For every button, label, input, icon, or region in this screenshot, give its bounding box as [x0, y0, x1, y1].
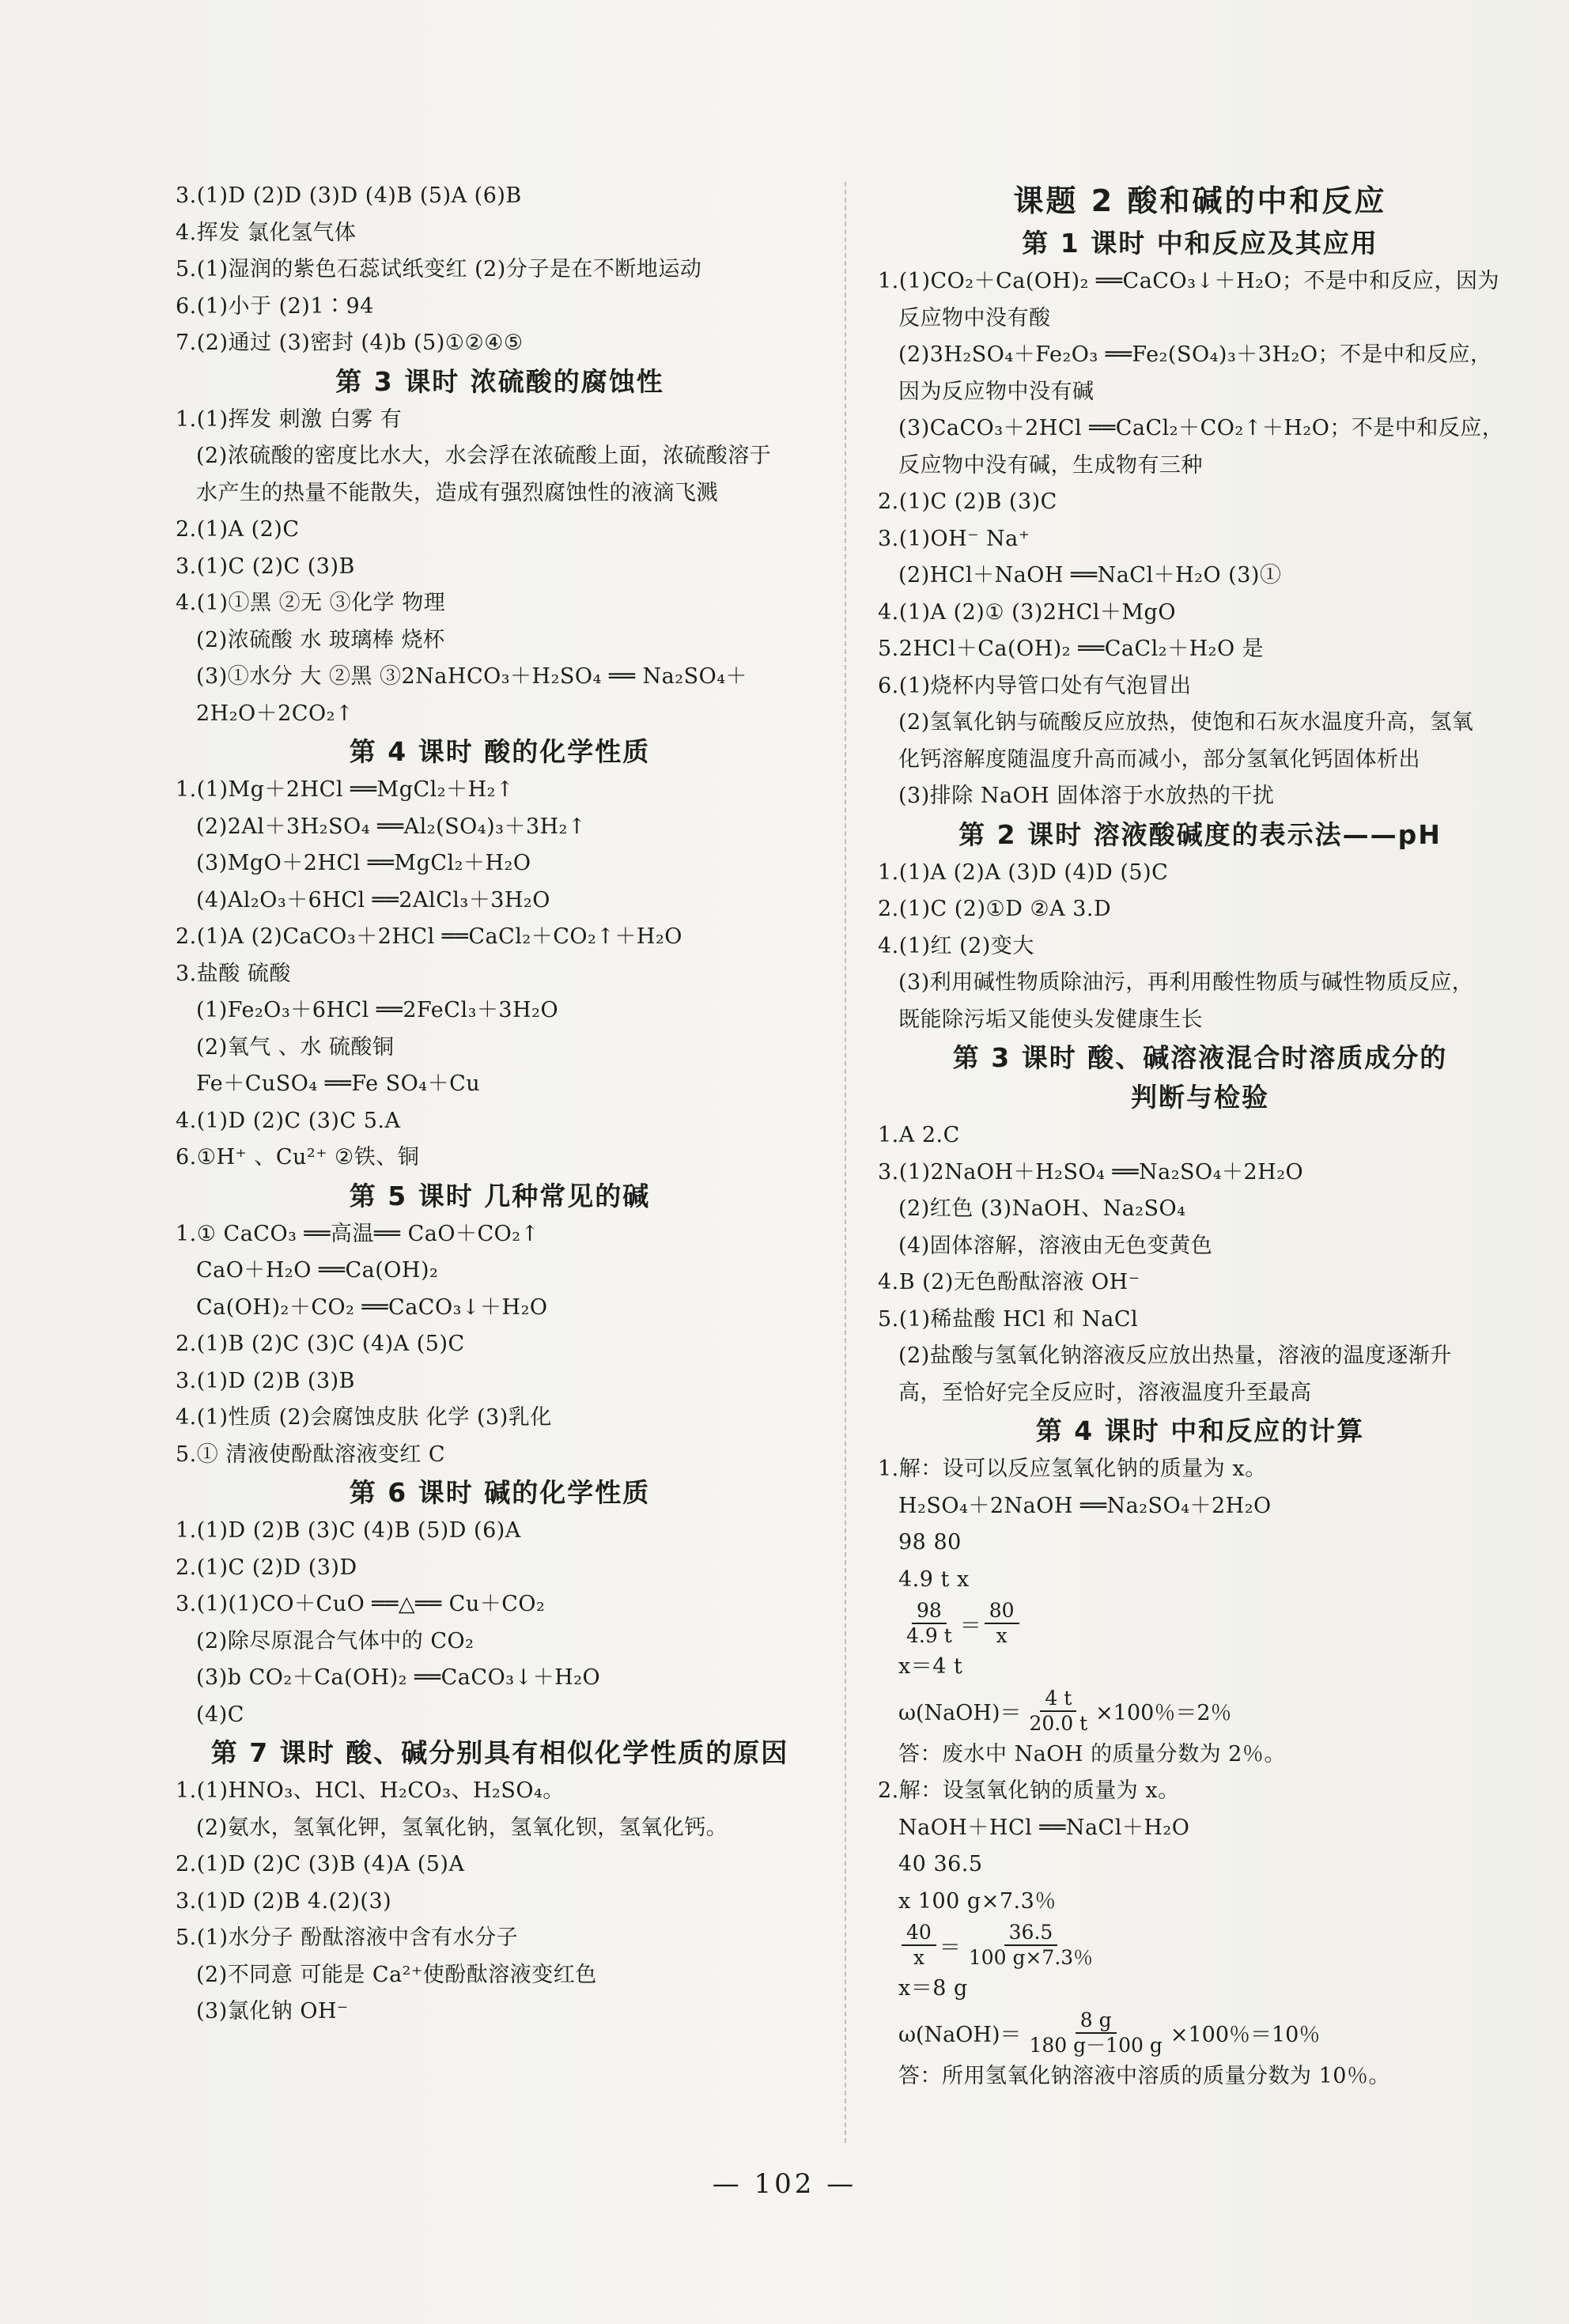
answer-line: 4.9 t x: [898, 1566, 970, 1592]
answer-line: 水产生的热量不能散失，造成有强烈腐蚀性的液滴飞溅: [196, 480, 718, 505]
answer-line: Fe＋CuSO₄ ══Fe SO₄＋Cu: [196, 1071, 481, 1096]
fraction: [1025, 2008, 1167, 2058]
fraction-equation: [878, 1598, 1522, 1649]
lesson-heading: 第 7 课时 酸、碱分别具有相似化学性质的原因: [210, 1737, 789, 1768]
answer-line: 3.(1)2NaOH＋H₂SO₄ ══Na₂SO₄＋2H₂O: [878, 1159, 1304, 1185]
answer-line: 4.(1)D (2)C (3)C 5.A: [176, 1108, 401, 1133]
answer-line: 5.(1)水分子 酚酞溶液中含有水分子: [176, 1925, 519, 1950]
equation-operator: ＝: [959, 1613, 981, 1638]
answer-line: 2.(1)B (2)C (3)C (4)A (5)C: [176, 1332, 465, 1356]
answer-line: x 100 g×7.3％: [898, 1888, 1057, 1914]
lesson-heading: 第 6 课时 碱的化学性质: [349, 1477, 651, 1508]
answer-line: (3)CaCO₃＋2HCl ══CaCl₂＋CO₂↑＋H₂O；不是中和反应，: [898, 416, 1504, 440]
fraction-equation: [878, 2008, 1522, 2058]
answer-line: (3)①水分 大 ②黑 ③2NaHCO₃＋H₂SO₄ ══ Na₂SO₄＋: [196, 664, 748, 689]
answer-line: 4.挥发 氯化氢气体: [176, 220, 357, 245]
answer-line: (4)Al₂O₃＋6HCl ══2AlCl₃＋3H₂O: [196, 887, 550, 913]
answer-line: 答：所用氢氧化钠溶液中溶质的质量分数为 10％。: [898, 2063, 1390, 2088]
answer-line: (4)固体溶解，溶液由无色变黄色: [898, 1233, 1213, 1258]
equation-operator: ×100％＝10％: [1170, 2023, 1321, 2047]
equation-operator: ＝: [939, 1935, 961, 1960]
answer-line: (2)氢氧化钠与硫酸反应放热，使饱和石灰水温度升高，氢氧: [898, 710, 1474, 735]
column-divider: [845, 182, 846, 2143]
answer-line: (1)Fe₂O₃＋6HCl ══2FeCl₃＋3H₂O: [196, 998, 559, 1022]
fraction-numerator: 36.5: [1004, 1921, 1058, 1946]
answer-line: 2.(1)C (2)①D ②A 3.D: [878, 897, 1112, 921]
answer-line: 3.盐酸 硫酸: [176, 961, 291, 986]
fraction: [1025, 1687, 1093, 1736]
right-answer-column: [878, 178, 1522, 2095]
answer-line: 5.① 清液使酚酞溶液变红 C: [176, 1442, 446, 1467]
fraction: [964, 1921, 1098, 1970]
answer-line: 40 36.5: [898, 1852, 983, 1876]
answer-line: 2.(1)A (2)C: [176, 517, 300, 542]
answer-line: (2)盐酸与氢氧化钠溶液反应放出热量，溶液的温度逐渐升: [898, 1343, 1452, 1368]
answer-line: (2)不同意 可能是 Ca²⁺使酚酞溶液变红色: [196, 1962, 597, 1987]
answer-line: 2.解：设氢氧化钠的质量为 x。: [878, 1778, 1180, 1803]
lesson-heading: 判断与检验: [1131, 1082, 1269, 1113]
fraction: [902, 1599, 957, 1648]
answer-line: (3)氯化钠 OH⁻: [196, 1999, 349, 2024]
answer-line: 7.(2)通过 (3)密封 (4)b (5)①②④⑤: [176, 331, 524, 355]
answer-line: 3.(1)C (2)C (3)B: [176, 554, 355, 579]
answer-line: x＝8 g: [898, 1976, 968, 2001]
lesson-heading: 第 4 课时 中和反应的计算: [1035, 1415, 1365, 1446]
answer-line: 1.① CaCO₃ ══高温══ CaO＋CO₂↑: [176, 1221, 539, 1246]
answer-line: 答：废水中 NaOH 的质量分数为 2％。: [898, 1741, 1286, 1767]
fraction-numerator: 8 g: [1076, 2008, 1117, 2034]
fraction: [902, 1921, 936, 1970]
answer-line: 3.(1)D (2)B 4.(2)(3): [176, 1888, 392, 1914]
fraction: [985, 1599, 1019, 1648]
answer-line: 因为反应物中没有碱: [898, 379, 1095, 404]
fraction-denominator: x: [913, 1946, 924, 1969]
answer-line: (2)红色 (3)NaOH、Na₂SO₄: [898, 1196, 1186, 1221]
fraction-numerator: 40: [902, 1921, 936, 1946]
answer-line: (3)MgO＋2HCl ══MgCl₂＋H₂O: [196, 851, 531, 875]
answer-line: Ca(OH)₂＋CO₂ ══CaCO₃↓＋H₂O: [196, 1294, 548, 1320]
answer-line: 5.2HCl＋Ca(OH)₂ ══CaCl₂＋H₂O 是: [878, 637, 1265, 661]
answer-line: 1.(1)CO₂＋Ca(OH)₂ ══CaCO₃↓＋H₂O；不是中和反应，因为: [878, 269, 1500, 293]
answer-line: 6.①H⁺ 、Cu²⁺ ②铁、铜: [176, 1145, 420, 1170]
answer-line: x＝4 t: [898, 1654, 963, 1679]
answer-line: (2)氨水，氢氧化钾，氢氧化钠，氢氧化钡，氢氧化钙。: [196, 1815, 728, 1840]
answer-line: (3)排除 NaOH 固体溶于水放热的干扰: [898, 784, 1275, 808]
answer-line: (2)浓硫酸 水 玻璃棒 烧杯: [196, 627, 445, 652]
answer-line: 5.(1)湿润的紫色石蕊试纸变红 (2)分子是在不断地运动: [176, 257, 702, 282]
fraction-numerator: 4 t: [1040, 1687, 1076, 1712]
answer-line: 3.(1)(1)CO＋CuO ══△══ Cu＋CO₂: [176, 1592, 546, 1616]
answer-line: 反应物中没有碱，生成物有三种: [898, 452, 1203, 478]
answer-line: 3.(1)OH⁻ Na⁺: [878, 526, 1030, 551]
answer-line: 4.(1)①黑 ②无 ③化学 物理: [176, 591, 446, 615]
answer-line: (2)浓硫酸的密度比水大，水会浮在浓硫酸上面，浓硫酸溶于: [196, 444, 772, 468]
lesson-heading: 第 3 课时 浓硫酸的腐蚀性: [335, 365, 664, 397]
fraction-denominator: 180 g－100 g: [1029, 2033, 1163, 2057]
answer-line: 3.(1)D (2)B (3)B: [176, 1368, 355, 1393]
fraction-equation: [878, 1686, 1522, 1736]
answer-line: 1.(1)HNO₃、HCl、H₂CO₃、H₂SO₄。: [176, 1778, 565, 1803]
equation-prefix: ω(NaOH)＝: [898, 1701, 1022, 1725]
answer-line: 98 80: [898, 1530, 962, 1555]
answer-line: 2.(1)D (2)C (3)B (4)A (5)A: [176, 1852, 465, 1876]
answer-line: 既能除污垢又能使头发健康生长: [898, 1007, 1203, 1032]
answer-line: 4.(1)红 (2)变大: [878, 933, 1034, 958]
answer-line: NaOH＋HCl ══NaCl＋H₂O: [898, 1815, 1190, 1840]
answer-line: 4.(1)A (2)① (3)2HCl＋MgO: [878, 599, 1176, 625]
fraction-denominator: 20.0 t: [1029, 1711, 1088, 1735]
answer-line: 2.(1)C (2)B (3)C: [878, 489, 1057, 514]
answer-line: (2)除尽原混合气体中的 CO₂: [196, 1628, 474, 1653]
lesson-heading: 第 2 课时 溶液酸碱度的表示法——pH: [958, 818, 1442, 850]
answer-line: 4.B (2)无色酚酞溶液 OH⁻: [878, 1270, 1140, 1294]
answer-line: (3)利用碱性物质除油污，再利用酸性物质与碱性物质反应，: [898, 970, 1474, 995]
answer-line: 5.(1)稀盐酸 HCl 和 NaCl: [878, 1306, 1139, 1332]
answer-line: 6.(1)小于 (2)1∶94: [176, 293, 374, 319]
answer-line: H₂SO₄＋2NaOH ══Na₂SO₄＋2H₂O: [898, 1493, 1272, 1518]
lesson-heading: 第 1 课时 中和反应及其应用: [1022, 228, 1378, 259]
lesson-heading: 第 5 课时 几种常见的碱: [349, 1180, 651, 1211]
answer-line: 2.(1)A (2)CaCO₃＋2HCl ══CaCl₂＋CO₂↑＋H₂O: [176, 924, 682, 949]
answer-line: 1.A 2.C: [878, 1123, 960, 1147]
answer-line: 2H₂O＋2CO₂↑: [196, 701, 354, 726]
answer-line: (2)2Al＋3H₂SO₄ ══Al₂(SO₄)₃＋3H₂↑: [196, 814, 587, 839]
fraction-numerator: 98: [912, 1599, 947, 1624]
fraction-denominator: 100 g×7.3％: [968, 1946, 1094, 1969]
answer-line: 3.(1)D (2)D (3)D (4)B (5)A (6)B: [176, 183, 522, 208]
fraction-numerator: 80: [985, 1599, 1019, 1624]
fraction-denominator: x: [996, 1624, 1008, 1647]
answer-line: 高，至恰好完全反应时，溶液温度升至最高: [898, 1380, 1312, 1405]
answer-line: (2)HCl＋NaOH ══NaCl＋H₂O (3)①: [898, 563, 1282, 588]
answer-line: CaO＋H₂O ══Ca(OH)₂: [196, 1258, 439, 1283]
answer-line: 4.(1)性质 (2)会腐蚀皮肤 化学 (3)乳化: [176, 1405, 552, 1430]
equation-operator: ×100％＝2％: [1095, 1701, 1232, 1725]
answer-line: 1.(1)A (2)A (3)D (4)D (5)C: [878, 860, 1169, 885]
topic-heading: 课题 2 酸和碱的中和反应: [1013, 183, 1387, 218]
answer-line: (2)3H₂SO₄＋Fe₂O₃ ══Fe₂(SO₄)₃＋3H₂O；不是中和反应，: [898, 342, 1492, 367]
answer-line: 化钙溶解度随温度升高而减小，部分氢氧化钙固体析出: [898, 746, 1420, 772]
answer-line: (3)b CO₂＋Ca(OH)₂ ══CaCO₃↓＋H₂O: [196, 1665, 601, 1690]
answer-line: 反应物中没有酸: [898, 305, 1051, 331]
answer-line: (2)氧气 、水 硫酸铜: [196, 1034, 395, 1060]
fraction-denominator: 4.9 t: [906, 1624, 952, 1647]
lesson-heading: 第 3 课时 酸、碱溶液混合时溶质成分的: [952, 1042, 1448, 1073]
answer-line: 1.(1)D (2)B (3)C (4)B (5)D (6)A: [176, 1518, 521, 1543]
page-number: — 102 —: [712, 2168, 857, 2200]
answer-line: (4)C: [196, 1702, 244, 1727]
answer-line: 6.(1)烧杯内导管口处有气泡冒出: [878, 673, 1192, 698]
left-answer-column: [176, 178, 824, 2031]
equation-prefix: ω(NaOH)＝: [898, 2023, 1022, 2047]
answer-line: 1.(1)Mg＋2HCl ══MgCl₂＋H₂↑: [176, 777, 515, 802]
answer-line: 2.(1)C (2)D (3)D: [176, 1555, 357, 1580]
answer-line: 1.(1)挥发 刺激 白雾 有: [176, 406, 403, 432]
answer-line: 1.解：设可以反应氢氧化钠的质量为 x。: [878, 1457, 1267, 1481]
fraction-equation: [878, 1920, 1522, 1971]
lesson-heading: 第 4 课时 酸的化学性质: [349, 736, 651, 767]
